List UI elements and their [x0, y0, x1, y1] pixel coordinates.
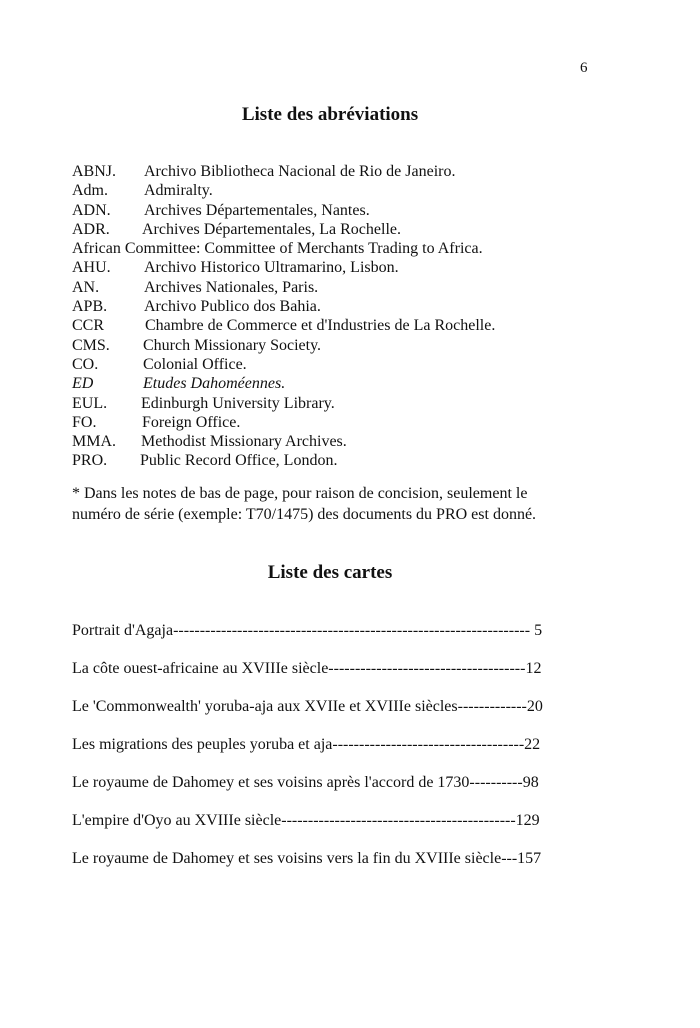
abbreviation-description: Chambre de Commerce et d'Industries de La Rochelle.	[145, 317, 496, 335]
abbreviation-description: Admiralty.	[144, 182, 213, 200]
abbreviation-row	[72, 220, 632, 239]
abbreviation-code: PRO.	[72, 452, 108, 470]
abbreviation-description: Methodist Missionary Archives.	[141, 433, 347, 451]
abbreviation-row	[72, 374, 632, 393]
abbreviation-code: Adm.	[72, 182, 108, 200]
abbreviation-code: CMS.	[72, 336, 110, 354]
abbreviation-row	[72, 316, 632, 335]
abbreviation-code: EUL.	[72, 394, 108, 412]
abbreviation-row	[72, 336, 632, 355]
abbreviation-description: Archivo Publico dos Bahia.	[144, 298, 321, 316]
abbreviation-code: ADR.	[72, 220, 110, 238]
abbreviation-description: Archives Nationales, Paris.	[144, 278, 319, 296]
abbreviation-code: CCR	[72, 317, 105, 335]
page-number: 6	[580, 60, 588, 76]
abbreviation-code: AN.	[72, 278, 100, 296]
abbreviations-title: Liste des abréviations	[241, 104, 419, 125]
abbreviation-code: AHU.	[72, 259, 111, 277]
abbreviation-row	[72, 451, 632, 470]
abbreviation-full-text: African Committee: Committee of Merchants Trading to Africa.	[72, 240, 483, 258]
note-line-2: numéro de série (exemple: T70/1475) des documents du PRO est donné.	[72, 506, 537, 523]
abbreviation-row	[72, 201, 632, 220]
footnote-note	[72, 483, 632, 525]
abbreviation-row	[72, 297, 632, 316]
abbreviation-row	[72, 181, 632, 200]
abbreviation-description: Archivo Bibliotheca Nacional de Rio de Janeiro.	[144, 163, 456, 180]
map-list-item: Portrait d'Agaja------------------------------------------------------------------- 5	[72, 622, 543, 639]
abbreviations-list	[72, 162, 632, 471]
map-list-item: Le royaume de Dahomey et ses voisins vers la fin du XVIIIe siècle---157	[72, 850, 542, 867]
abbreviation-description: Archives Départementales, Nantes.	[144, 201, 370, 219]
abbreviation-description: Edinburgh University Library.	[141, 394, 335, 412]
abbreviation-code: CO.	[72, 355, 99, 373]
abbreviation-description: Archivo Historico Ultramarino, Lisbon.	[144, 259, 399, 277]
abbreviation-code: APB.	[72, 298, 108, 316]
abbreviation-description: Etudes Dahoméennes.	[143, 375, 286, 393]
abbreviation-row	[72, 355, 632, 374]
abbreviation-code: FO.	[72, 413, 97, 431]
abbreviation-row	[72, 258, 632, 277]
abbreviation-code: ABNJ.	[72, 163, 117, 180]
abbreviation-code: MMA.	[72, 433, 117, 451]
abbreviation-row	[72, 239, 632, 258]
map-list-item: L'empire d'Oyo au XVIIIe siècle--------------------------------------------129	[72, 812, 540, 829]
abbreviation-code: ED	[72, 375, 94, 393]
maps-list	[72, 621, 632, 887]
abbreviation-row	[72, 394, 632, 413]
note-line-1: * Dans les notes de bas de page, pour raison de concision, seulement le	[72, 485, 528, 502]
abbreviation-description: Public Record Office, London.	[140, 452, 338, 470]
abbreviation-code: ADN.	[72, 201, 111, 219]
abbreviation-row	[72, 413, 632, 432]
abbreviation-row	[72, 278, 632, 297]
abbreviation-description: Church Missionary Society.	[143, 336, 322, 354]
abbreviation-description: Colonial Office.	[143, 355, 247, 373]
map-list-item: Le 'Commonwealth' yoruba-aja aux XVIIe et XVIIIe siècles-------------20	[72, 698, 543, 715]
map-list-item: Le royaume de Dahomey et ses voisins après l'accord de 1730----------98	[72, 774, 539, 791]
abbreviation-row	[72, 432, 632, 451]
abbreviation-description: Archives Départementales, La Rochelle.	[142, 220, 401, 238]
abbreviation-row	[72, 162, 632, 181]
map-list-item: La côte ouest-africaine au XVIIIe siècle-------------------------------------12	[72, 660, 542, 677]
map-list-item: Les migrations des peuples yoruba et aja------------------------------------22	[72, 736, 541, 753]
maps-title: Liste des cartes	[267, 562, 393, 583]
abbreviation-description: Foreign Office.	[142, 413, 241, 431]
